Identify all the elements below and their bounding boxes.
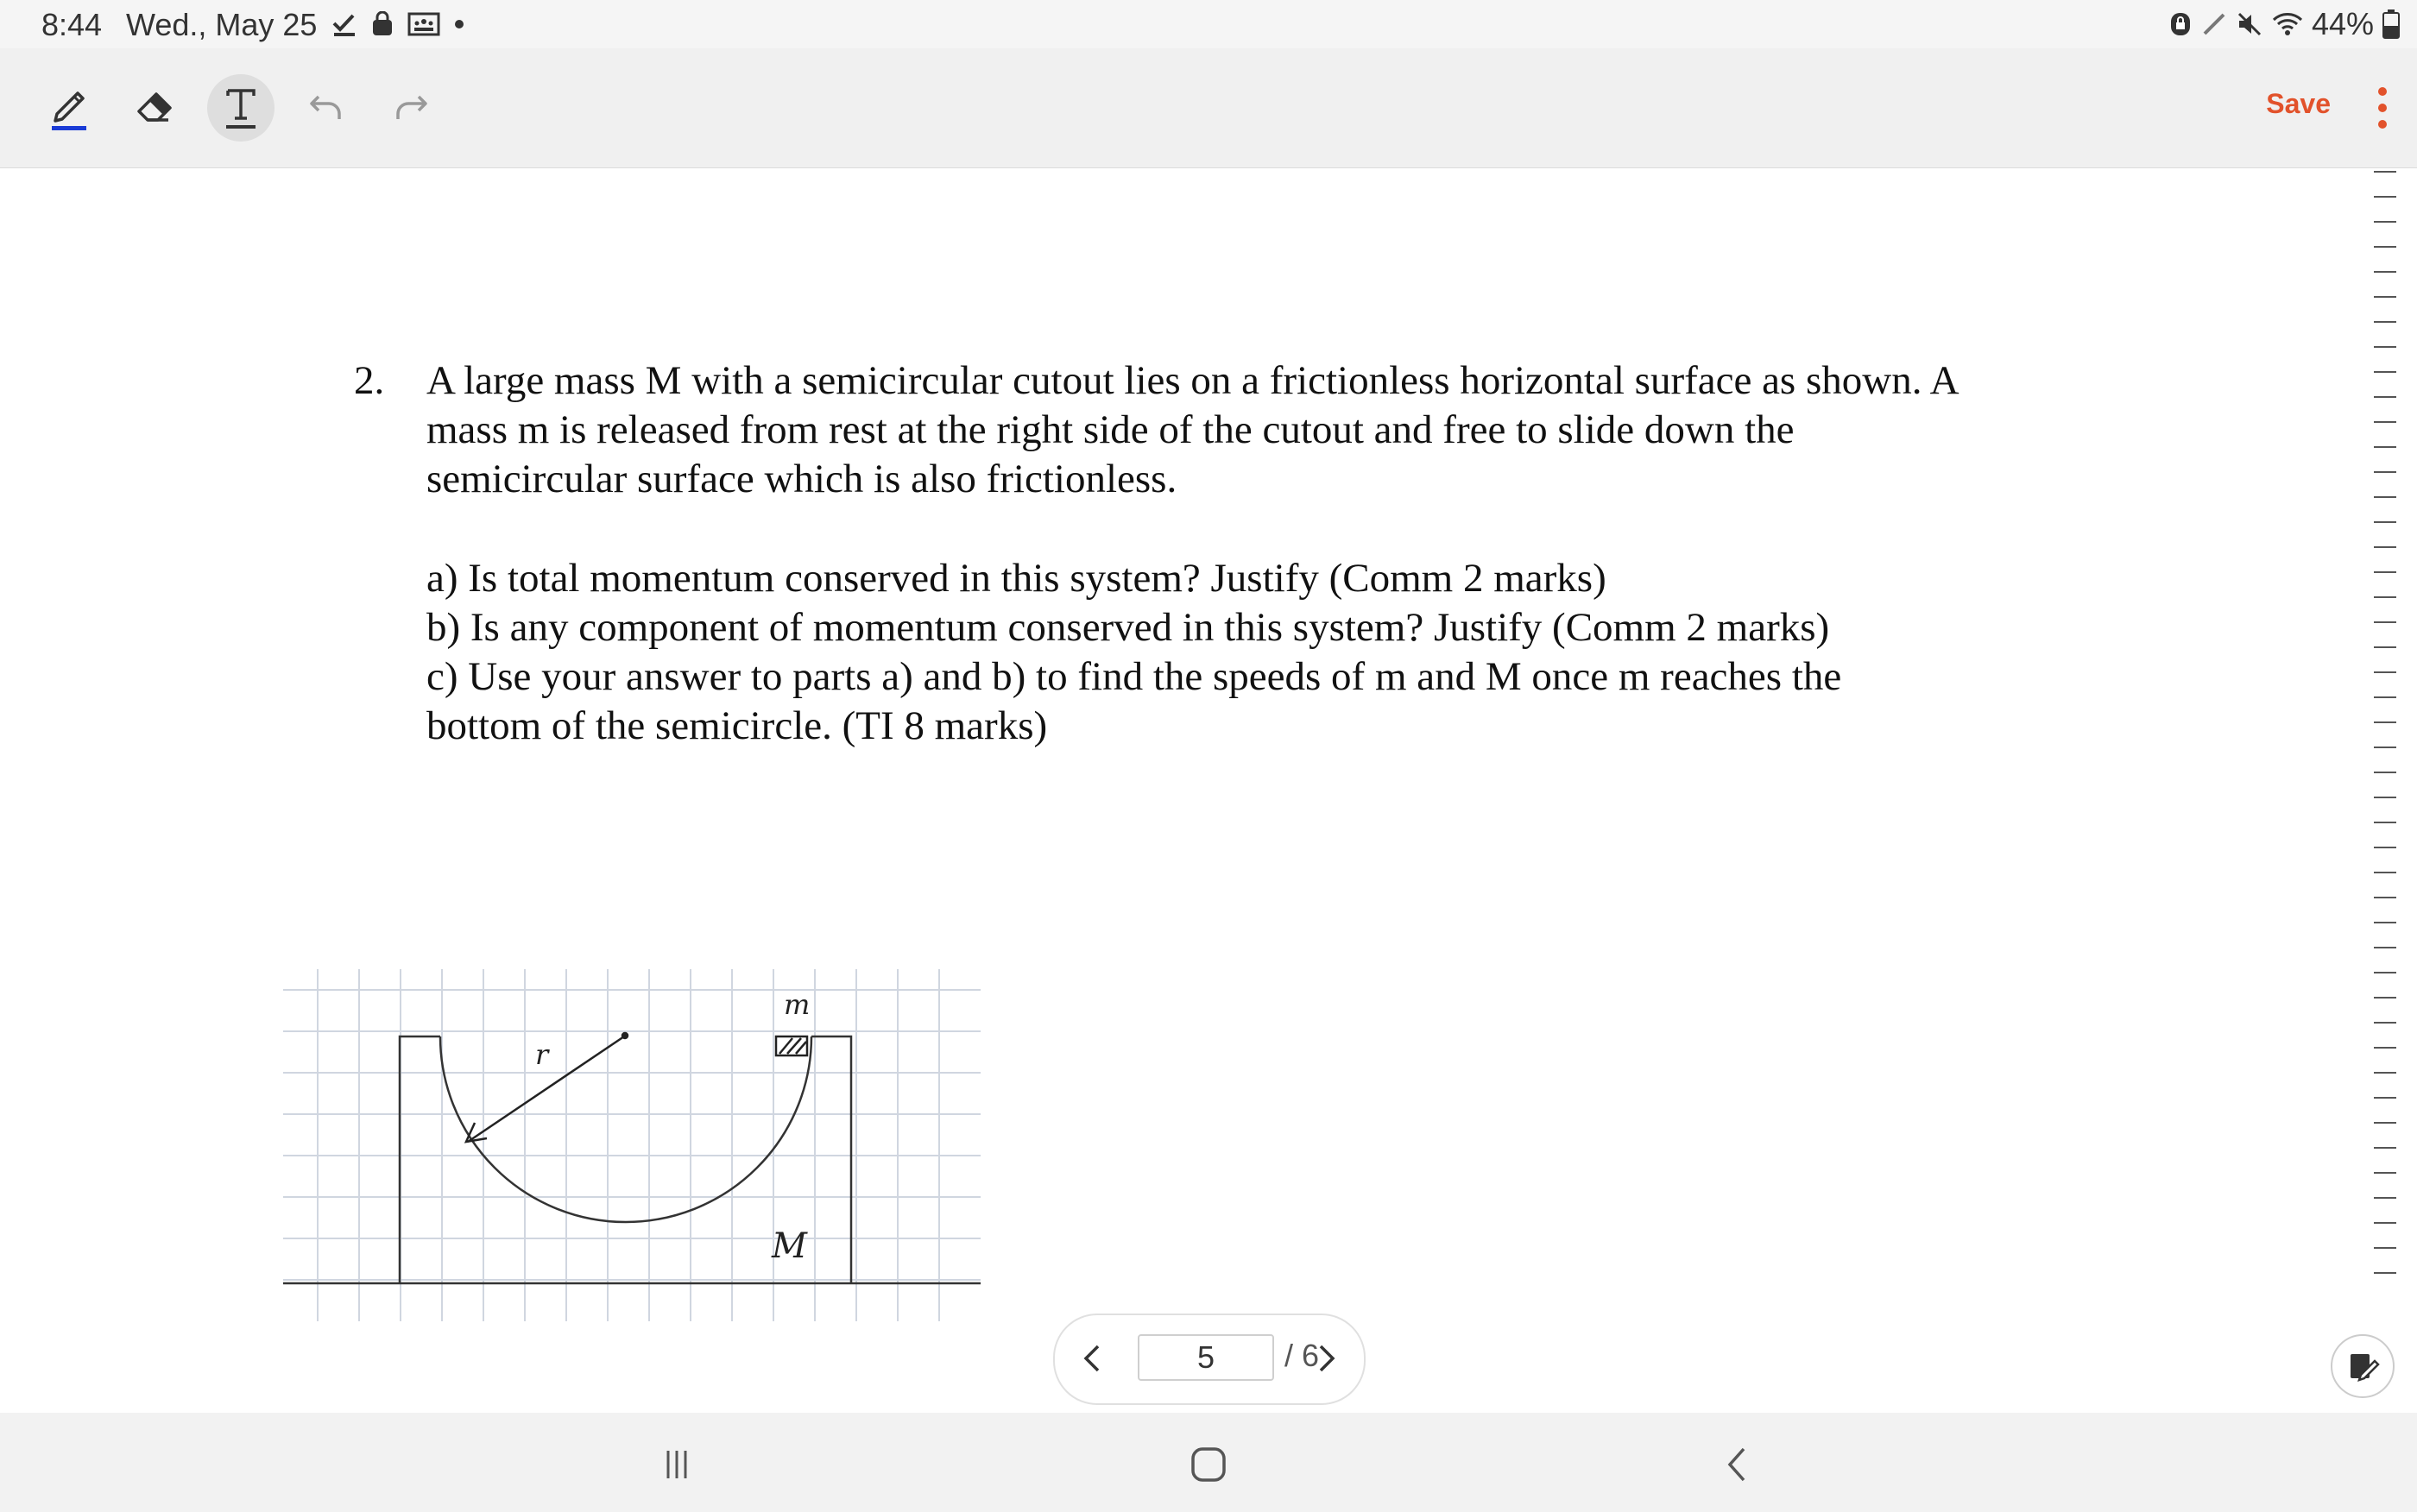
page-navigator xyxy=(1053,1314,1366,1405)
pdf-page[interactable] xyxy=(0,168,2365,1413)
pen-tool-button[interactable] xyxy=(36,74,102,140)
redo-button[interactable] xyxy=(378,74,444,140)
grid-lines xyxy=(283,969,981,1321)
eraser-icon xyxy=(132,85,175,129)
undo-button[interactable] xyxy=(293,74,359,140)
notification-icons xyxy=(331,9,466,40)
status-time: 8:44 xyxy=(41,7,103,42)
scroll-ruler[interactable] xyxy=(2370,168,2400,1282)
question-line xyxy=(354,356,2080,406)
question-part-c: c) Use your answer to parts a) and b) to find the speeds of m and M once m reaches the xyxy=(426,654,1842,699)
battery-icon xyxy=(2382,9,2400,39)
eraser-tool-button[interactable] xyxy=(121,74,186,140)
notification-dot-icon xyxy=(452,17,466,31)
question-intro-line: A large mass M with a semicircular cutout lies on a frictionless horizontal surface as shown. A xyxy=(426,358,1959,403)
annotation-toolbar xyxy=(0,48,2417,168)
text-tool-icon xyxy=(219,84,262,132)
battery-percent: 44% xyxy=(2311,6,2374,41)
edit-pdf-button[interactable] xyxy=(2331,1334,2395,1398)
small-mass-label: m xyxy=(784,988,811,1021)
back-icon[interactable] xyxy=(1713,1439,1764,1490)
redo-icon xyxy=(391,90,431,124)
system-indicators xyxy=(2168,7,2400,41)
question-intro-line: mass m is released from rest at the right side of the cutout and free to slide down the xyxy=(426,407,1795,452)
home-icon[interactable] xyxy=(1183,1439,1234,1490)
pen-icon xyxy=(2201,11,2227,37)
classroom-icon xyxy=(407,11,440,37)
question-part-c-cont: bottom of the semicircle. (TI 8 marks) xyxy=(426,703,1048,748)
shopping-bag-icon xyxy=(369,11,395,37)
question-number: 2. xyxy=(354,358,385,403)
question-text xyxy=(354,356,2080,751)
app-lock-icon xyxy=(2168,10,2193,38)
status-bar xyxy=(0,0,2417,48)
checkmark-download-icon xyxy=(331,11,357,37)
pencil-icon xyxy=(47,81,92,133)
next-page-icon[interactable] xyxy=(1307,1339,1345,1377)
system-navigation-bar xyxy=(0,1413,2417,1512)
undo-icon xyxy=(306,90,346,124)
radius-label: r xyxy=(535,1038,549,1071)
question-part-a: a) Is total momentum conserved in this system? Justify (Comm 2 marks) xyxy=(426,556,1606,601)
wifi-icon xyxy=(2272,11,2303,37)
mute-icon xyxy=(2236,10,2263,38)
status-date: Wed., May 25 xyxy=(126,7,318,42)
page-number-input[interactable]: 5 xyxy=(1138,1334,1274,1381)
save-button[interactable]: Save xyxy=(2266,88,2331,119)
small-mass-block xyxy=(776,1036,807,1055)
large-mass-label: M xyxy=(772,1226,807,1266)
previous-page-icon[interactable] xyxy=(1074,1339,1112,1377)
edit-document-icon xyxy=(2345,1349,2380,1383)
question-part-b: b) Is any component of momentum conserved in this system? Justify (Comm 2 marks) xyxy=(426,605,1830,650)
more-options-icon[interactable] xyxy=(2372,85,2393,131)
page-total: / 6 xyxy=(1284,1338,1320,1373)
question-intro-line: semicircular surface which is also frictionless. xyxy=(426,457,1177,501)
text-tool-button[interactable] xyxy=(207,74,275,142)
recent-apps-icon[interactable] xyxy=(651,1439,703,1490)
physics-diagram xyxy=(283,969,981,1321)
